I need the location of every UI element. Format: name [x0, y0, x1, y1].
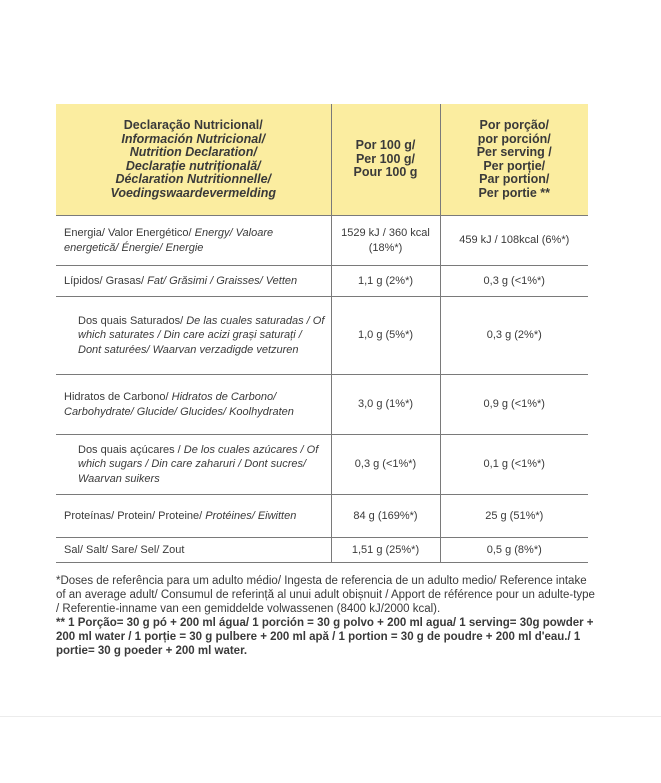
nutrient-label-italic: Protéines/ Eiwitten [205, 509, 297, 522]
nutrient-label [56, 435, 331, 495]
header-per-100g-line: Per 100 g/ [355, 151, 416, 166]
header-per-serving-line: Per portie ** [478, 185, 551, 200]
nutrient-label-plain: Lípidos/ Grasas/ [64, 274, 148, 287]
nutrient-label [56, 216, 331, 266]
header-declaration-line: Información Nutricional/ [121, 131, 266, 146]
footnote [56, 574, 596, 658]
header-per-serving [440, 104, 588, 216]
header-declaration-line: Voedingswaardevermelding [110, 185, 277, 200]
header-per-serving-line: Par portion/ [479, 172, 550, 186]
value-per-serving: 0,3 g (2%*) [440, 297, 588, 375]
value-per-100g: 3,0 g (1%*) [331, 375, 440, 435]
nutrient-label-plain: Dos quais Saturados/ [78, 314, 187, 327]
value-per-100g: 84 g (169%*) [331, 495, 440, 538]
value-per-serving: 459 kJ / 108kcal (6%*) [440, 216, 588, 266]
header-per-serving-line: por porción/ [477, 131, 551, 146]
header-per-serving-line: Por porção/ [479, 118, 549, 132]
nutrient-label-italic: Fat/ Grăsimi / Graisses/ Vetten [147, 274, 298, 287]
header-declaration-line: Nutrition Declaration/ [129, 145, 257, 159]
table-row-sugars [56, 435, 588, 495]
value-per-serving: 0,5 g (8%*) [440, 538, 588, 563]
header-per-100g-line: Por 100 g/ [355, 138, 416, 153]
value-per-100g: 1,0 g (5%*) [331, 297, 440, 375]
nutrient-label-italic: De las cuales saturadas / Of which saturates / Din care acizi grași saturați / Dont saturées/ Waarvan verzadigde vetzuren [78, 314, 325, 356]
nutrient-label-plain: Energia/ Valor Energético/ [64, 227, 195, 239]
nutrient-label-italic: De los cuales azúcares / Of which sugars / Din care zaharuri / Dont sucres/ Waarvan suikers [78, 443, 319, 485]
nutrient-label [56, 375, 331, 435]
nutrient-label-plain: Proteínas/ Protein/ Proteine/ [64, 509, 206, 522]
nutrition-table [56, 104, 588, 563]
nutrient-label [56, 538, 331, 563]
divider [0, 716, 661, 717]
header-per-serving-line: Per porție/ [483, 158, 546, 173]
value-per-100g: 1529 kJ / 360 kcal (18%*) [331, 216, 440, 266]
nutrient-label-plain: Hidratos de Carbono/ [64, 391, 172, 403]
footnote-serving-definition: ** 1 Porção= 30 g pó + 200 ml água/ 1 porción = 30 g polvo + 200 ml agua/ 1 serving= 30g powder + 200 ml water / 1 porție = 30 g pulbere + 200 ml apă / 1 portion = 30 g de poudre + 200 ml d'eau./ 1 portie= 30 g poeder + 200 ml water. [56, 617, 594, 657]
table-row-fat [56, 266, 588, 297]
nutrient-label [56, 495, 331, 538]
nutrient-label [56, 297, 331, 375]
table-row-carbohydrate [56, 375, 588, 435]
header-declaration-line: Declarație nutrițională/ [125, 158, 261, 173]
value-per-100g: 0,3 g (<1%*) [331, 435, 440, 495]
table-row-protein [56, 495, 588, 538]
value-per-serving: 0,1 g (<1%*) [440, 435, 588, 495]
nutrient-label-plain: Sal/ Salt/ Sare/ Sel/ Zout [64, 543, 185, 556]
table-row-energy [56, 216, 588, 266]
table-row-saturates [56, 297, 588, 375]
header-declaration-line: Declaração Nutricional/ [123, 118, 263, 132]
value-per-100g: 1,51 g (25%*) [331, 538, 440, 563]
value-per-serving: 0,9 g (<1%*) [440, 375, 588, 435]
value-per-100g: 1,1 g (2%*) [331, 266, 440, 297]
header-declaration-line: Déclaration Nutritionnelle/ [115, 172, 272, 186]
nutrient-label-italic: Energy/ Valoare energetică/ Énergie/ Energie [64, 227, 274, 254]
nutrient-label [56, 266, 331, 297]
nutrient-label-italic: Hidratos de Carbono/ Carbohydrate/ Glucide/ Glucides/ Koolhydraten [64, 391, 294, 418]
table-header-row [56, 104, 588, 216]
value-per-serving: 0,3 g (<1%*) [440, 266, 588, 297]
value-per-serving: 25 g (51%*) [440, 495, 588, 538]
header-per-100g-line: Pour 100 g [353, 165, 418, 180]
header-per-100g [331, 104, 440, 216]
nutrient-label-plain: Dos quais açúcares / [78, 443, 184, 456]
header-declaration [56, 104, 331, 216]
header-per-serving-line: Per serving / [476, 145, 552, 159]
footnote-reference-intake: *Doses de referência para um adulto médio/ Ingesta de referencia de un adulto medio/ Reference intake of an average adult/ Consumul de referință al unui adult obișnuit / Apport de référence pour un adulte-type / Referentie-inname van een gemiddelde volwassenen (8400 kJ/2000 kcal). [56, 575, 595, 615]
table-row-salt [56, 538, 588, 563]
